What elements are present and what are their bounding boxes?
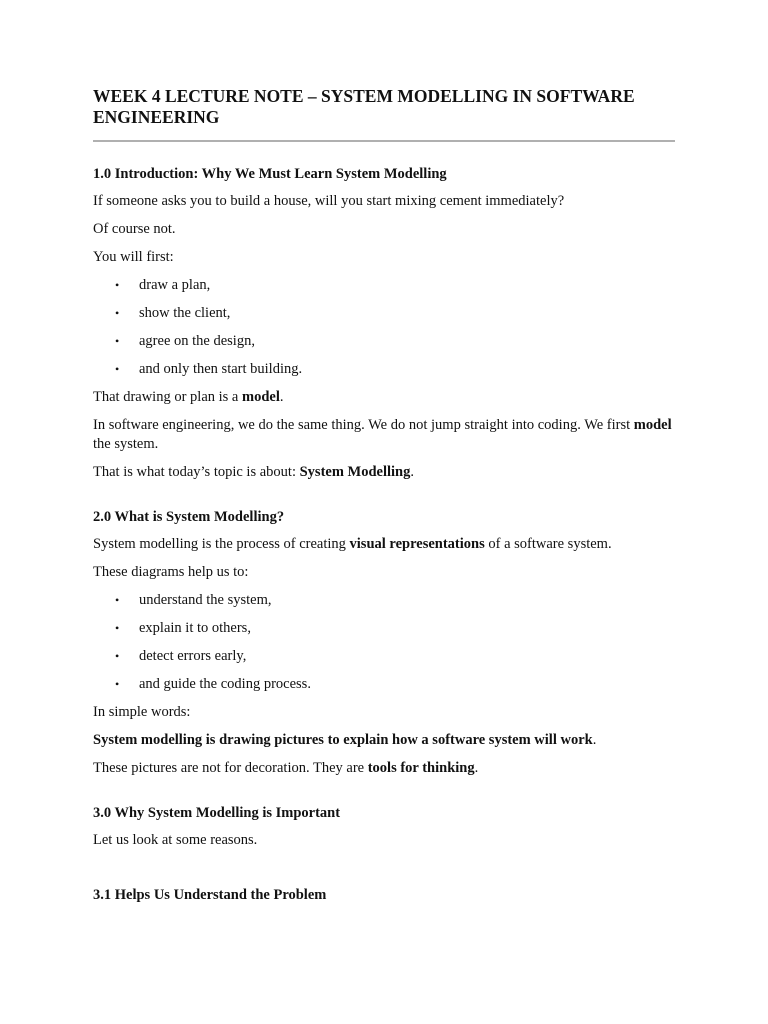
section-2-paragraph-4: [93, 731, 675, 750]
bullet-icon: •: [115, 278, 120, 292]
text-run: the system.: [93, 436, 159, 452]
section-1-paragraph-2: Of course not.: [93, 221, 176, 237]
section-1-paragraph-3: You will first:: [93, 249, 174, 265]
section-1-paragraph-5: [93, 416, 675, 454]
bullet-icon: •: [115, 677, 120, 691]
list-item: [93, 360, 675, 379]
section-2-paragraph-1: [93, 535, 675, 554]
section-3-1-heading: 3.1 Helps Us Understand the Problem: [93, 887, 327, 903]
text-run: In software engineering, we do the same thing. We do not jump straight into coding. We first: [93, 417, 634, 433]
list-item: [93, 591, 675, 610]
list-item: [93, 304, 675, 323]
list-item-text: detect errors early,: [139, 648, 247, 664]
bold-term: model: [633, 417, 672, 433]
list-item: [93, 647, 675, 666]
list-item-text: and only then start building.: [139, 361, 303, 377]
section-1-heading: 1.0 Introduction: Why We Must Learn System Modelling: [93, 166, 447, 182]
list-item-text: agree on the design,: [139, 333, 255, 349]
document-page: [93, 86, 675, 913]
bold-term: model: [242, 389, 280, 405]
list-item: [93, 675, 675, 694]
section-2-heading: 2.0 What is System Modelling?: [93, 509, 285, 525]
list-item-text: show the client,: [139, 305, 231, 321]
text-run: That drawing or plan is a: [93, 389, 242, 405]
text-run: .: [592, 732, 597, 748]
section-3-heading: 3.0 Why System Modelling is Important: [93, 805, 341, 821]
bold-term: System Modelling: [299, 464, 411, 480]
section-2-paragraph-2: These diagrams help us to:: [93, 564, 249, 580]
bullet-icon: •: [115, 621, 120, 635]
bold-term: System modelling is drawing pictures to explain how a software system will work: [93, 732, 593, 748]
bullet-icon: •: [115, 362, 120, 376]
bullet-icon: •: [115, 306, 120, 320]
list-item: [93, 276, 675, 295]
list-item-text: and guide the coding process.: [139, 676, 311, 692]
section-1-paragraph-4: [93, 388, 675, 407]
section-1-paragraph-6: [93, 463, 675, 482]
text-run: That is what today’s topic is about:: [93, 464, 300, 480]
section-1-bullet-list: [93, 276, 675, 379]
section-2-paragraph-5: [93, 759, 675, 778]
title-divider: [93, 140, 675, 142]
section-2-bullet-list: [93, 591, 675, 694]
bold-term: tools for thinking: [367, 760, 475, 776]
bullet-icon: •: [115, 334, 120, 348]
bold-term: visual representations: [349, 536, 485, 552]
text-run: of a software system.: [484, 536, 612, 552]
section-2-paragraph-3: In simple words:: [93, 704, 191, 720]
text-run: System modelling is the process of creating: [93, 536, 350, 552]
text-run: .: [410, 464, 414, 480]
document-title: WEEK 4 LECTURE NOTE – SYSTEM MODELLING IN SOFTWARE ENGINEERING: [93, 86, 635, 127]
text-run: .: [279, 389, 284, 405]
list-item: [93, 619, 675, 638]
bullet-icon: •: [115, 649, 120, 663]
list-item-text: draw a plan,: [139, 277, 211, 293]
list-item: [93, 332, 675, 351]
text-run: .: [474, 760, 479, 776]
section-3-paragraph-1: Let us look at some reasons.: [93, 832, 258, 848]
list-item-text: understand the system,: [139, 592, 272, 608]
bullet-icon: •: [115, 593, 120, 607]
text-run: These pictures are not for decoration. They are: [93, 760, 368, 776]
section-1-paragraph-1: If someone asks you to build a house, will you start mixing cement immediately?: [93, 193, 565, 209]
list-item-text: explain it to others,: [139, 620, 251, 636]
